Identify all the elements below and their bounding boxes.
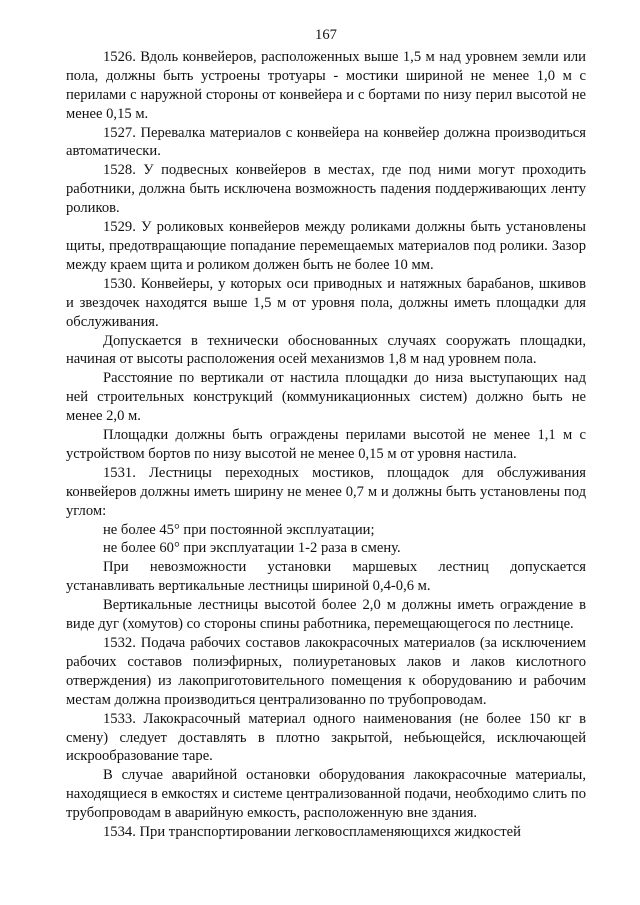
list-item-angle-45: не более 45° при постоянной эксплуатации; (103, 521, 375, 538)
paragraph-1526: 1526. Вдоль конвейеров, расположенных выше 1,5 м над уровнем земли или пола, должны быть устроены тротуары - мостики шириной не менее 1,0 м с перилами с наружной стороны от конвейера и с бортами по низу перил высотой не менее 0,15 м. (66, 48, 586, 122)
paragraph-1534: 1534. При транспортировании легковоспламеняющихся жидкостей (103, 824, 521, 841)
paragraph-1527: 1527. Перевалка материалов с конвейера на конвейер должна производиться автоматически. (66, 124, 586, 160)
paragraph-emergency-stop: В случае аварийной остановки оборудования лакокрасочные материалы, находящиеся в емкостях и системе централизованной подачи, необходимо слить по трубопроводам в аварийную емкость, расположенную вне здания. (66, 767, 586, 822)
list-item-angle-60: не более 60° при эксплуатации 1-2 раза в смену. (103, 540, 401, 557)
document-page (66, 26, 586, 842)
paragraph-1533: 1533. Лакокрасочный материал одного наименования (не более 150 кг в смену) следует доставлять в плотно закрытой, небьющейся, исключающей искрообразование таре. (66, 710, 586, 765)
paragraph-vertical-ladders: При невозможности установки маршевых лестниц допускается устанавливать вертикальные лестницы шириной 0,4-0,6 м. (66, 559, 586, 595)
paragraph-platform-height: Допускается в технически обоснованных случаях сооружать площадки, начиная от высоты расположения осей механизмов 1,8 м над уровнем пола. (66, 332, 586, 368)
paragraph-ladder-guards: Вертикальные лестницы высотой более 2,0 м должны иметь ограждение в виде дуг (хомутов) со стороны спины работника, перемещающегося по лестнице. (66, 597, 586, 633)
page-number: 167 (315, 27, 337, 43)
paragraph-railings: Площадки должны быть ограждены перилами высотой не менее 1,1 м с устройством бортов по низу высотой не менее 0,15 м от уровня настила. (66, 427, 586, 462)
paragraph-1532: 1532. Подача рабочих составов лакокрасочных материалов (за исключением рабочих составов полиэфирных, полиуретановых лаков и лаков кислотного отверждения) из лакоприготовительного помещения к оборудованию и рабочим местам должна производиться централизованно по трубопроводам. (66, 635, 586, 708)
paragraph-1528: 1528. У подвесных конвейеров в местах, где под ними могут проходить работники, должна быть исключена возможность падения поддерживающих ленту роликов. (66, 162, 586, 217)
paragraph-vertical-clearance: Расстояние по вертикали от настила площадки до низа выступающих над ней строительных конструкций (коммуникационных систем) должно быть не менее 2,0 м. (66, 370, 586, 425)
paragraph-1529: 1529. У роликовых конвейеров между роликами должны быть установлены щиты, предотвращающие попадание перемещаемых материалов под ролики. Зазор между краем щита и роликом должен быть не более 10 мм. (66, 219, 586, 273)
paragraph-1531: 1531. Лестницы переходных мостиков, площадок для обслуживания конвейеров должны иметь ширину не менее 0,7 м и должны быть установлены под углом: (66, 464, 586, 519)
paragraph-1530: 1530. Конвейеры, у которых оси приводных и натяжных барабанов, шкивов и звездочек находятся выше 1,5 м от уровня пола, должны иметь площадки для обслуживания. (66, 275, 586, 330)
